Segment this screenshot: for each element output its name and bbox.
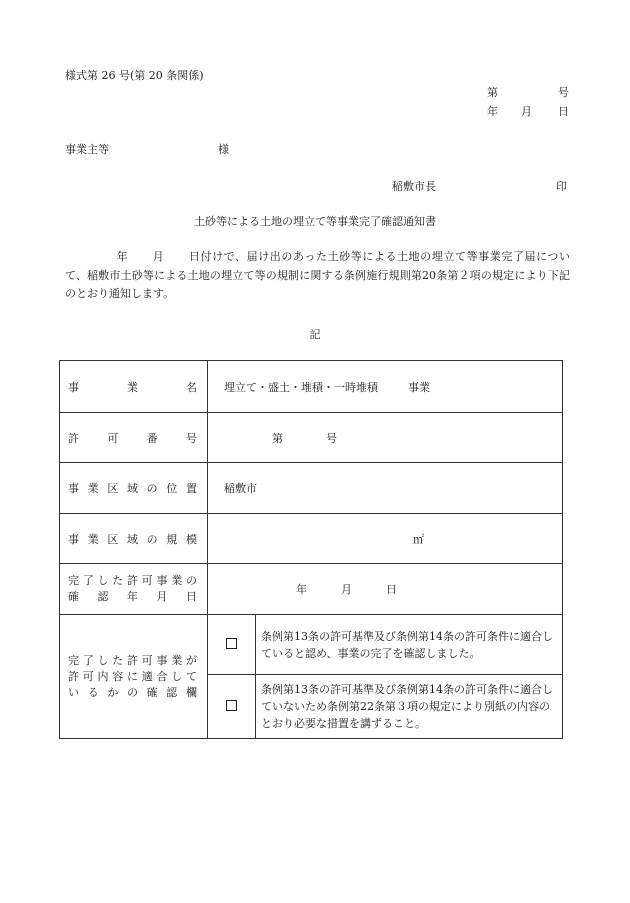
body-month: 月 xyxy=(152,250,165,263)
date-year-label: 年 xyxy=(487,105,498,118)
reject-option-text: 条例第13条の許可基準及び条例第14条の許可条件に適合していないため条例第22条第３項の規定により別紙の内容のとおり必要な措置を講ずること。 xyxy=(256,675,563,739)
seal-mark: 印 xyxy=(556,180,567,193)
row-label: 許 可 番 号 xyxy=(60,413,208,463)
form-number: 様式第 26 号(第 20 条関係) xyxy=(65,69,204,82)
date-day-label: 日 xyxy=(558,105,569,118)
scale-value: ㎡ xyxy=(208,514,563,564)
recipient-honorific: 様 xyxy=(218,143,229,156)
table-row xyxy=(60,361,563,413)
approve-option-text: 条例第13条の許可基準及び条例第14条の許可条件に適合していると認め、事業の完了を確認しました。 xyxy=(256,615,563,675)
sender-name: 稲敷市長 xyxy=(392,180,436,193)
number-suffix: 号 xyxy=(558,86,569,99)
row-label: 事 業 区 域 の 位 置 xyxy=(60,463,208,514)
checkbox-cell xyxy=(208,615,256,675)
date-month-label: 月 xyxy=(521,105,532,118)
row-label: 事 業 名 xyxy=(60,361,208,413)
table-row xyxy=(60,413,563,463)
permit-number-value: 第 号 xyxy=(208,413,563,463)
location-value: 稲敷市 xyxy=(208,463,563,514)
reject-checkbox[interactable] xyxy=(226,700,237,711)
confirm-column-label: 完 了 し た 許 可 事 業 が 許 可 内 容 に 適 合 し て い る か の 確 認 欄 xyxy=(60,615,208,739)
body-paragraph xyxy=(65,248,570,304)
row-label: 事 業 区 域 の 規 模 xyxy=(60,514,208,564)
table-row xyxy=(60,564,563,615)
table-row xyxy=(60,463,563,514)
row-label: 完 了 し た 許 可 事 業 の 確 認 年 月 日 xyxy=(60,564,208,615)
document-title: 土砂等による土地の埋立て等事業完了確認通知書 xyxy=(194,215,436,228)
approve-checkbox[interactable] xyxy=(226,638,237,649)
details-table xyxy=(59,360,563,739)
project-name-value: 埋立て・盛土・堆積・一時堆積 事業 xyxy=(208,361,563,413)
table-row xyxy=(60,615,563,675)
recipient-label: 事業主等 xyxy=(65,143,109,156)
number-prefix: 第 xyxy=(487,86,498,99)
confirmation-date-value: 年 月 日 xyxy=(208,564,563,615)
checkbox-cell xyxy=(208,675,256,739)
ki-heading: 記 xyxy=(309,328,321,341)
body-text: 日付けで、届け出のあった土砂等による土地の埋立て等事業完了届について、稲敷市土砂等による土地の埋立て等の規制に関する条例施行規則第20条第２項の規定により下記のとおり通知します。 xyxy=(65,250,571,300)
table-row xyxy=(60,514,563,564)
body-year: 年 xyxy=(116,250,129,263)
